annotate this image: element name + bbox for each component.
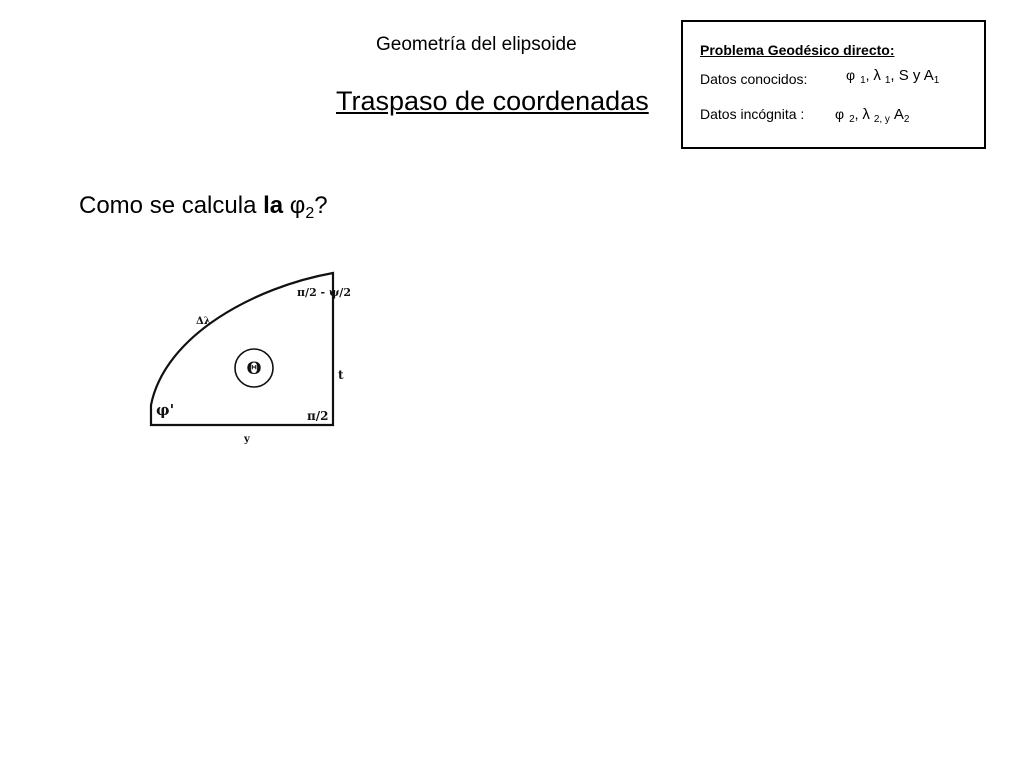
right-angle-label: π/2	[307, 409, 329, 423]
unknown-data-values	[835, 106, 909, 125]
left-angle-label: φ'	[156, 401, 175, 419]
slide-subtitle: Geometría del elipsoide	[376, 34, 577, 55]
phi-symbol: φ	[846, 67, 856, 83]
lambda-symbol: λ	[862, 106, 870, 123]
question-suffix: ?	[314, 192, 328, 219]
question-prefix: Como se calcula	[79, 192, 257, 219]
phi-subscript: 1	[860, 75, 866, 86]
phi-subscript: 2	[849, 114, 855, 125]
separator: ,	[865, 67, 870, 83]
unknown-data-label: Datos incógnita :	[700, 106, 805, 122]
phi-symbol: φ	[835, 106, 845, 122]
known-rest: , S y A	[890, 67, 934, 84]
lambda-symbol: λ	[873, 67, 881, 84]
spherical-triangle-figure	[140, 265, 360, 460]
a-subscript: 1	[933, 75, 940, 86]
info-box-heading: Problema Geodésico directo:	[700, 42, 895, 58]
known-data-values	[846, 67, 939, 86]
top-angle-label: π/2 - ψ/2	[297, 286, 351, 299]
lambda-subscript: 1	[884, 75, 891, 86]
a-subscript: 2	[903, 114, 910, 125]
lambda-subscript: 2, y	[873, 114, 890, 125]
separator: ,	[854, 106, 859, 122]
question-subscript: 2	[305, 205, 315, 222]
question-text	[79, 192, 328, 223]
info-box	[681, 20, 986, 149]
center-symbol: Θ	[246, 359, 262, 379]
right-side-label: t	[338, 368, 344, 382]
question-bold: la	[263, 192, 284, 219]
question-symbol: φ	[289, 192, 306, 219]
slide-title: Traspaso de coordenadas	[336, 86, 649, 116]
a-symbol: A	[893, 106, 904, 123]
arc-label: Δλ	[196, 316, 211, 327]
bottom-side-label: y	[244, 434, 250, 445]
known-data-label: Datos conocidos:	[700, 71, 808, 87]
